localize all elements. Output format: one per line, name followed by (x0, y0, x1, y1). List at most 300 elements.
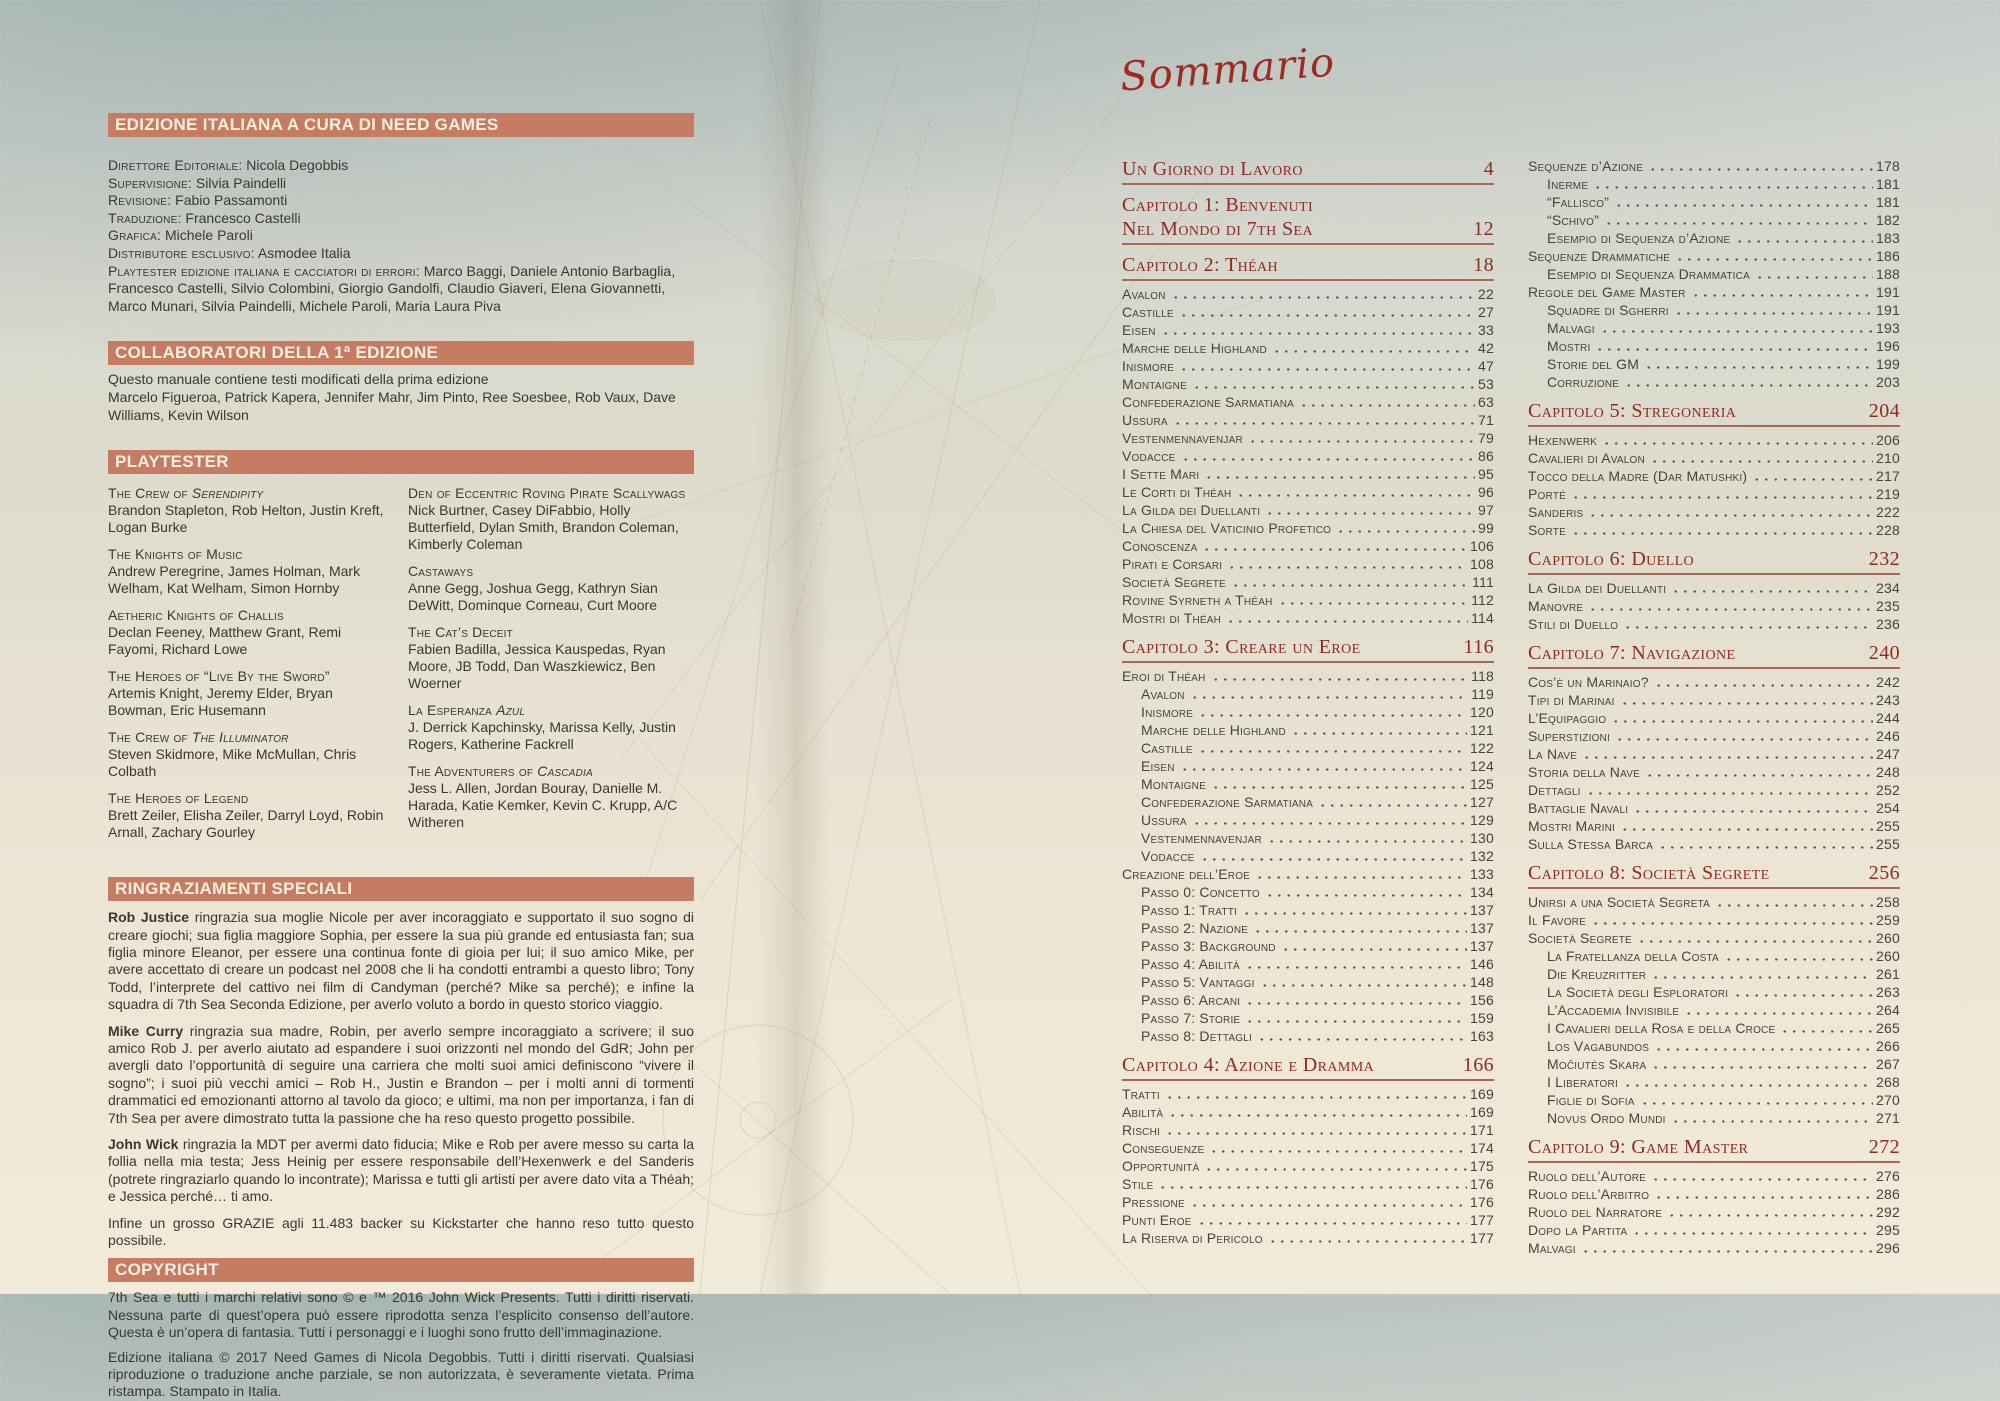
toc-chapter-page: 204 (1868, 400, 1900, 422)
playtester-names: Fabien Badilla, Jessica Kauspedas, Ryan Moore, JB Todd, Dan Waszkiewicz, Ben Woerner (408, 641, 666, 692)
toc-entry (1528, 1167, 1900, 1185)
toc-entry-title: Tocco della Madre (Dar Matushki) (1528, 468, 1748, 484)
toc-entry-title: Sanderis (1528, 504, 1584, 520)
toc-entry-title: Squadre di Sgherri (1547, 302, 1669, 318)
toc-entry-title: Le Corti di Théah (1122, 484, 1232, 500)
toc-entry-page: 258 (1876, 894, 1900, 910)
toc-entry (1528, 691, 1900, 709)
toc-chapter-heading-line (1122, 1053, 1494, 1077)
toc-entry-dot-leader (1281, 937, 1467, 955)
toc-chapter-title: Capitolo 7: Navigazione (1528, 642, 1736, 664)
section-header-ringraziamenti: RINGRAZIAMENTI SPECIALI (108, 877, 694, 901)
toc-entry-dot-leader (1724, 947, 1873, 965)
toc-entry-page: 156 (1470, 992, 1494, 1008)
toc-entry-page: 264 (1876, 1002, 1900, 1018)
toc-chapter-title: Capitolo 5: Stregoneria (1528, 400, 1737, 422)
toc-entry (1122, 1157, 1494, 1175)
toc-entry-page: 42 (1478, 340, 1494, 356)
toc-entry-dot-leader (1671, 579, 1873, 597)
toc-entry (1528, 615, 1900, 633)
playtester-group-title: The Heroes of “Live By the Sword” (108, 668, 330, 685)
toc-entry (1528, 709, 1900, 727)
toc-entry-dot-leader (1179, 357, 1475, 375)
toc-entry-title: Dettagli (1528, 782, 1581, 798)
toc-entry-title: Avalon (1141, 686, 1185, 702)
credit-line (108, 227, 694, 245)
section-header-copyright: COPYRIGHT (108, 1258, 694, 1282)
toc-entry (1122, 1027, 1494, 1045)
toc-entry-dot-leader (1202, 537, 1467, 555)
toc-entry-dot-leader (1651, 965, 1873, 983)
toc-entry-dot-leader (1192, 811, 1467, 829)
toc-entry (1528, 911, 1900, 929)
toc-entry-page: 169 (1470, 1104, 1494, 1120)
copyright-paragraph: 7th Sea e tutti i marchi relativi sono © e ™ 2016 John Wick Presents. Tutti i diritti riservati. Nessuna parte di quest’opera può essere riprodotta senza l’esplicito consenso dell’autore. Questa è un’opera di fantasia. Tutti i personaggi e i luoghi sono frutto dell’immaginazione. (108, 1289, 694, 1341)
toc-entry-dot-leader (1595, 337, 1873, 355)
toc-entry-title: Ussura (1141, 812, 1187, 828)
toc-entry-title: L’Accademia Invisibile (1547, 1002, 1680, 1018)
toc-entry (1122, 1009, 1494, 1027)
toc-entry-dot-leader (1715, 893, 1873, 911)
toc-entry (1122, 519, 1494, 537)
toc-entry-dot-leader (1253, 919, 1467, 937)
toc-entry (1122, 591, 1494, 609)
toc-entry-dot-leader (1245, 1009, 1467, 1027)
toc-entry (1122, 429, 1494, 447)
toc-entry-page: 111 (1472, 574, 1494, 590)
toc-entry-dot-leader (1733, 983, 1873, 1001)
toc-entry-dot-leader (1165, 1085, 1467, 1103)
toc-entry-title: Stili di Duello (1528, 616, 1619, 632)
toc-entry-page: 276 (1876, 1168, 1900, 1184)
toc-entry-title: Eisen (1122, 322, 1156, 338)
playtester-group-title-italic: Cascadia (537, 763, 593, 780)
toc-entry (1528, 175, 1900, 193)
toc-entry-page: 134 (1470, 884, 1494, 900)
toc-block (1122, 1053, 1494, 1247)
toc-entry-dot-leader (1336, 519, 1475, 537)
toc-entry-title: Società Segrete (1122, 574, 1226, 590)
toc-entry-title: Sequenze d’Azione (1528, 158, 1644, 174)
toc-block (1528, 861, 1900, 1127)
toc-entry (1122, 321, 1494, 339)
section-header-edizione-italiana: EDIZIONE ITALIANA A CURA DI NEED GAMES (108, 113, 694, 137)
toc-entry-dot-leader (1179, 303, 1475, 321)
toc-entry-dot-leader (1227, 555, 1467, 573)
toc-chapter-page: 116 (1463, 636, 1494, 658)
toc-entry-dot-leader (1651, 1167, 1873, 1185)
toc-entry-page: 97 (1478, 502, 1494, 518)
toc-entry (1528, 1185, 1900, 1203)
toc-entry (1528, 817, 1900, 835)
toc-entry-title: Tratti (1122, 1086, 1160, 1102)
toc-entry-title: Sulla Stessa Barca (1528, 836, 1653, 852)
toc-chapter-heading-line (1528, 861, 1900, 885)
toc-entry-page: 296 (1876, 1240, 1900, 1256)
toc-entry-dot-leader (1245, 991, 1467, 1009)
toc-entry-dot-leader (1248, 429, 1475, 447)
thanks-paragraph: Mike Curry ringrazia sua madre, Robin, per averlo sempre incoraggiato a scrivere; il suo amico Rob J. per averlo aiutato ad espandere i suoi orizzonti nel mondo del GdR; John per avergli dato l’opportunità di seguire una carriera che molti suoi amici definiscono “vivere il sogno”; i suoi più vecchi amici – Rob H., Justin e Brandon – per i molti anni di tormenti drammatici ed emozionanti attorno al tavolo da gioco; e ultimi, ma non per importanza, i fan di 7th Sea per avere dimostrato tutta la passione che ha reso questo progetto possibile. (108, 1022, 694, 1126)
playtester-names: Brett Zeiler, Elisha Zeiler, Darryl Loyd, Robin Arnall, Zachary Gourley (108, 807, 384, 841)
collaboratori-note: Questo manuale contiene testi modificati della prima edizione (108, 371, 489, 388)
toc-entry-page: 96 (1478, 484, 1494, 500)
credit-value: Fabio Passamonti (171, 192, 288, 209)
toc-entry-page: 271 (1876, 1110, 1900, 1126)
toc-entry-title: Sequenze Drammatiche (1528, 248, 1671, 264)
toc-chapter-heading-line (1122, 635, 1494, 659)
toc-entry (1528, 247, 1900, 265)
credit-line (108, 210, 694, 228)
toc-entry-title: Vodacce (1122, 448, 1176, 464)
toc-entry (1528, 835, 1900, 853)
toc-block (1528, 157, 1900, 391)
toc-entry-title: Pressione (1122, 1194, 1185, 1210)
toc-entry-page: 148 (1470, 974, 1494, 990)
toc-entry-page: 219 (1876, 486, 1900, 502)
toc-entry (1528, 467, 1900, 485)
toc-entry-page: 125 (1470, 776, 1494, 792)
toc-entry-title: La Gilda dei Duellanti (1528, 580, 1667, 596)
playtester-group (108, 546, 394, 597)
toc-entry (1122, 847, 1494, 865)
toc-entry-page: 112 (1471, 592, 1494, 608)
toc-entry-page: 191 (1876, 302, 1900, 318)
toc-entry-dot-leader (1242, 901, 1467, 919)
section-header-collaboratori: COLLABORATORI DELLA 1ª EDIZIONE (108, 341, 694, 365)
toc-entry-title: Ruolo dell’Autore (1528, 1168, 1647, 1184)
toc-entry-dot-leader (1291, 721, 1467, 739)
toc-entry-dot-leader (1268, 1229, 1467, 1247)
toc-entry-dot-leader (1173, 411, 1475, 429)
toc-entry-dot-leader (1190, 685, 1468, 703)
toc-entry (1528, 301, 1900, 319)
toc-entry (1122, 339, 1494, 357)
toc-entry-dot-leader (1272, 339, 1475, 357)
toc-block (1122, 635, 1494, 1045)
toc-entry-dot-leader (1581, 1239, 1873, 1257)
toc-entry-title: Ussura (1122, 412, 1168, 428)
toc-chapter-title: Capitolo 4: Azione e Dramma (1122, 1054, 1375, 1076)
toc-entry-dot-leader (1204, 1157, 1467, 1175)
toc-entry-title: Inismore (1122, 358, 1175, 374)
toc-entry (1122, 465, 1494, 483)
toc-entry-title: Sorte (1528, 522, 1566, 538)
toc-entry (1122, 1085, 1494, 1103)
playtester-group (408, 763, 694, 831)
toc-entry-dot-leader (1190, 1193, 1467, 1211)
toc-entry-title: “Fallisco” (1547, 194, 1610, 210)
toc-entry-page: 22 (1478, 286, 1494, 302)
toc-entry-dot-leader (1600, 319, 1873, 337)
toc-entry (1528, 947, 1900, 965)
toc-chapter-page: 12 (1473, 218, 1494, 240)
toc-entry-page: 137 (1470, 902, 1494, 918)
toc-entry-page: 159 (1470, 1010, 1494, 1026)
toc-chapter-title: Capitolo 9: Game Master (1528, 1136, 1749, 1158)
toc-entry-page: 99 (1478, 520, 1494, 536)
toc-entry-dot-leader (1752, 467, 1873, 485)
toc-entry (1528, 893, 1900, 911)
toc-entry-title: Mostri di Théah (1122, 610, 1222, 626)
toc-entry-page: 261 (1876, 966, 1900, 982)
toc-entry-title: Die Kreuzritter (1547, 966, 1647, 982)
toc-entry-title: Marche delle Highland (1122, 340, 1267, 356)
toc-entry-page: 169 (1470, 1086, 1494, 1102)
toc-entry (1528, 1037, 1900, 1055)
toc-entry-title: Inismore (1141, 704, 1194, 720)
toc-entry-title: Creazione dell’Eroe (1122, 866, 1251, 882)
playtester-group (408, 485, 694, 553)
playtester-names: Nick Burtner, Casey DiFabbio, Holly Butterfield, Dylan Smith, Brandon Coleman, Kimberly Coleman (408, 502, 679, 553)
toc-entry-page: 119 (1471, 686, 1494, 702)
toc-entry-page: 120 (1470, 704, 1494, 720)
toc-entry-title: Cos’è un Marinaio? (1528, 674, 1649, 690)
toc-entry-title: Novus Ordo Mundi (1547, 1110, 1666, 1126)
credit-value: Asmodee Italia (254, 244, 351, 261)
toc-entry (1528, 485, 1900, 503)
toc-entry-title: Passo 1: Tratti (1141, 902, 1238, 918)
toc-entry-dot-leader (1571, 485, 1873, 503)
playtester-group (108, 607, 394, 658)
toc-entry-dot-leader (1278, 591, 1469, 609)
toc-entry-title: Storia della Nave (1528, 764, 1640, 780)
toc-entry-page: 260 (1876, 948, 1900, 964)
toc-entry-title: Tipi di Marinai (1528, 692, 1615, 708)
toc-entry-title: Cavalieri di Avalon (1528, 450, 1645, 466)
toc-chapter-heading (1122, 253, 1494, 281)
thanks-lead-name: Mike Curry (108, 1022, 190, 1039)
toc-entry (1122, 1211, 1494, 1229)
toc-chapter-page: 232 (1868, 548, 1900, 570)
toc-entry-title: Castille (1141, 740, 1193, 756)
toc-entry-page: 175 (1470, 1158, 1494, 1174)
credit-value: Michele Paroli (161, 227, 253, 244)
toc-entry-page: 242 (1876, 674, 1900, 690)
toc-entry (1122, 447, 1494, 465)
credit-line (108, 263, 694, 316)
toc-entry (1122, 721, 1494, 739)
credit-value: Marco Baggi, Daniele Antonio Barbaglia, Francesco Castelli, Silvio Colombini, Giorgio Gandolfi, Claudio Giaveri, Elena Giovannetti, Marco Munari, Silvia Paindelli, Michele Paroli, Maria Laura Piva (108, 262, 676, 314)
toc-entry (1122, 555, 1494, 573)
toc-entry (1122, 357, 1494, 375)
credits-page (108, 113, 694, 1401)
toc-entry-dot-leader (1236, 483, 1475, 501)
toc-entry-title: “Schivo” (1547, 212, 1599, 228)
toc-entry-title: Porté (1528, 486, 1566, 502)
toc-entry-dot-leader (1588, 503, 1873, 521)
toc-entry-dot-leader (1245, 955, 1467, 973)
toc-entry-page: 183 (1876, 230, 1900, 246)
toc-entry (1122, 703, 1494, 721)
toc-entry-title: Confederazione Sarmatiana (1141, 794, 1314, 810)
toc-entry-title: Montaigne (1122, 376, 1187, 392)
toc-entry-title: Il Favore (1528, 912, 1586, 928)
playtester-group-title: The Cat’s Deceit (408, 624, 513, 641)
playtester-group-title: The Crew of Serendipity (108, 485, 264, 502)
toc-entry-dot-leader (1198, 739, 1467, 757)
toc-entry-title: Passo 3: Background (1141, 938, 1276, 954)
toc-entry-page: 79 (1478, 430, 1494, 446)
playtester-column-2 (408, 485, 694, 851)
toc-entry-dot-leader (1181, 447, 1475, 465)
toc-chapter-title: Capitolo 6: Duello (1528, 548, 1695, 570)
toc-entry-title: Rovine Syrneth a Théah (1122, 592, 1273, 608)
toc-entry-title: Pirati e Corsari (1122, 556, 1223, 572)
toc-chapter-heading (1528, 641, 1900, 669)
toc-entry (1122, 573, 1494, 591)
toc-entry-dot-leader (1267, 829, 1467, 847)
toc-chapter-heading (1122, 1053, 1494, 1081)
toc-entry-title: Regole del Game Master (1528, 284, 1686, 300)
toc-chapter-title: Un Giorno di Lavoro (1122, 158, 1303, 180)
toc-entry-dot-leader (1755, 265, 1873, 283)
toc-entry-page: 118 (1471, 668, 1494, 684)
toc-entry-dot-leader (1654, 1037, 1873, 1055)
toc-entry-title: Abilità (1122, 1104, 1164, 1120)
toc-entry (1528, 193, 1900, 211)
toc-entry-title: La Chiesa del Vaticinio Profetico (1122, 520, 1332, 536)
toc-entry (1528, 521, 1900, 539)
toc-entry-page: 181 (1876, 176, 1900, 192)
toc-entry (1528, 1073, 1900, 1091)
toc-entry (1122, 811, 1494, 829)
thanks-paragraph: Infine un grosso GRAZIE agli 11.483 backer su Kickstarter che hanno reso tutto questo possibile. (108, 1214, 694, 1249)
toc-chapter-title: Capitolo 2: Théah (1122, 254, 1279, 276)
toc-entry-page: 27 (1478, 304, 1494, 320)
toc-entry (1528, 211, 1900, 229)
toc-entry-title: Avalon (1122, 286, 1166, 302)
toc-entry-dot-leader (1586, 781, 1873, 799)
toc-entry-page: 206 (1876, 432, 1900, 448)
playtester-group-title: Den of Eccentric Roving Pirate Scallywags (408, 485, 686, 502)
toc-entry (1528, 727, 1900, 745)
toc-entry-title: Punti Eroe (1122, 1212, 1192, 1228)
toc-entry-dot-leader (1582, 745, 1873, 763)
toc-entry-dot-leader (1593, 175, 1873, 193)
toc-entry-dot-leader (1602, 431, 1873, 449)
toc-entry (1528, 373, 1900, 391)
toc-entry-title: I Cavalieri della Rosa e della Croce (1547, 1020, 1776, 1036)
toc-entry-dot-leader (1260, 973, 1467, 991)
toc-entry-title: Vestenmennavenjar (1141, 830, 1262, 846)
toc-entry-dot-leader (1198, 703, 1467, 721)
credit-role-label: Distributore esclusivo: (108, 244, 255, 261)
toc-entry-dot-leader (1265, 883, 1467, 901)
playtester-group-title: Castaways (408, 563, 474, 580)
toc-entry-title: Vestenmennavenjar (1122, 430, 1243, 446)
toc-entry (1122, 685, 1494, 703)
toc-entry (1122, 1139, 1494, 1157)
toc-entry-title: Esempio di Sequenza d’Azione (1547, 230, 1731, 246)
toc-entry (1528, 503, 1900, 521)
thanks-lead-name: Rob Justice (108, 909, 195, 926)
toc-entry-dot-leader (1674, 301, 1873, 319)
playtester-group-title: La Esperanza Azul (408, 702, 526, 719)
toc-entry-title: Ruolo dell’Arbitro (1528, 1186, 1650, 1202)
toc-entry-title: Conseguenze (1122, 1140, 1205, 1156)
toc-entry (1122, 1229, 1494, 1247)
toc-entry-dot-leader (1667, 1203, 1873, 1221)
toc-entry-page: 255 (1876, 818, 1900, 834)
toc-entry-dot-leader (1318, 793, 1467, 811)
toc-entry (1122, 937, 1494, 955)
toc-entry-page: 129 (1470, 812, 1494, 828)
toc-entry-dot-leader (1161, 321, 1475, 339)
credits-list (108, 157, 694, 315)
toc-entry-page: 260 (1876, 930, 1900, 946)
toc-entry (1122, 667, 1494, 685)
toc-entry-dot-leader (1588, 597, 1873, 615)
toc-chapter-heading (1528, 399, 1900, 427)
toc-entry (1528, 597, 1900, 615)
toc-entry (1122, 285, 1494, 303)
toc-entry (1122, 609, 1494, 627)
toc-entry-title: Passo 2: Nazione (1141, 920, 1249, 936)
toc-entry-dot-leader (1620, 691, 1873, 709)
collaboratori-names: Marcelo Figueroa, Patrick Kapera, Jennifer Mahr, Jim Pinto, Ree Soesbee, Rob Vaux, Dave Williams, Kevin Wilson (108, 388, 676, 423)
toc-entry-dot-leader (1658, 835, 1873, 853)
toc-entry-dot-leader (1780, 1019, 1873, 1037)
toc-block (1528, 399, 1900, 539)
toc-entry-dot-leader (1644, 355, 1873, 373)
playtester-group-title: The Adventurers of Cascadia (408, 763, 593, 780)
toc-entry-dot-leader (1211, 775, 1467, 793)
playtester-names: Steven Skidmore, Mike McMullan, Chris Colbath (108, 746, 357, 780)
toc-entry-title: Esempio di Sequenza Drammatica (1547, 266, 1750, 282)
toc-entry (1122, 501, 1494, 519)
credit-line (108, 175, 694, 193)
toc-entry (1122, 793, 1494, 811)
toc-entry-title: Figlie di Sofia (1547, 1092, 1635, 1108)
toc-entry-dot-leader (1158, 1175, 1467, 1193)
toc-entry-page: 196 (1876, 338, 1900, 354)
credit-line (108, 192, 694, 210)
toc-entry (1528, 579, 1900, 597)
toc-entry-dot-leader (1654, 673, 1873, 691)
toc-entry-title: Società Segrete (1528, 930, 1632, 946)
toc-entry-page: 235 (1876, 598, 1900, 614)
toc-entry-title: Malvagi (1547, 320, 1595, 336)
credit-role-label: Direttore Editoriale: (108, 157, 243, 173)
toc-chapter-heading-line (1528, 1135, 1900, 1159)
playtester-group (408, 563, 694, 614)
toc-chapter-title: Capitolo 1: Benvenuti (1122, 194, 1314, 216)
toc-entry-page: 121 (1470, 722, 1494, 738)
toc-chapter-heading-line (1528, 547, 1900, 571)
toc-entry (1528, 265, 1900, 283)
toc-entry (1528, 799, 1900, 817)
toc-entry (1528, 1203, 1900, 1221)
credit-line (108, 245, 694, 263)
thanks-lead-name: John Wick (108, 1136, 183, 1152)
toc-entry (1528, 1109, 1900, 1127)
playtester-names: Artemis Knight, Jeremy Elder, Bryan Bowman, Eric Husemann (108, 685, 333, 719)
toc-entry-page: 295 (1876, 1222, 1900, 1238)
toc-chapter-heading-line (1122, 193, 1494, 217)
toc-entry-dot-leader (1226, 609, 1468, 627)
toc-entry-dot-leader (1623, 1073, 1873, 1091)
thanks-paragraph: John Wick ringrazia la MDT per avermi dato fiducia; Mike e Rob per avere messo su carta la follia nella mia testa; Jess Heinig per essere responsabile dell’Hexenwerk e del Sanderis (potrete ringraziarlo quando lo incontrate); Marissa e tutti gli artisti per avere dato vita a Théah; e Jessica perché… ti amo. (108, 1136, 694, 1205)
toc-entry-title: Mostri Marini (1528, 818, 1616, 834)
toc-entry-page: 133 (1470, 866, 1494, 882)
toc-entry-page: 248 (1876, 764, 1900, 780)
toc-entry-title: Rischi (1122, 1122, 1160, 1138)
toc-entry (1122, 775, 1494, 793)
toc-entry-dot-leader (1637, 929, 1873, 947)
credit-role-label: Revisione: (108, 192, 172, 209)
toc-entry-dot-leader (1204, 465, 1475, 483)
toc-entry-page: 246 (1876, 728, 1900, 744)
